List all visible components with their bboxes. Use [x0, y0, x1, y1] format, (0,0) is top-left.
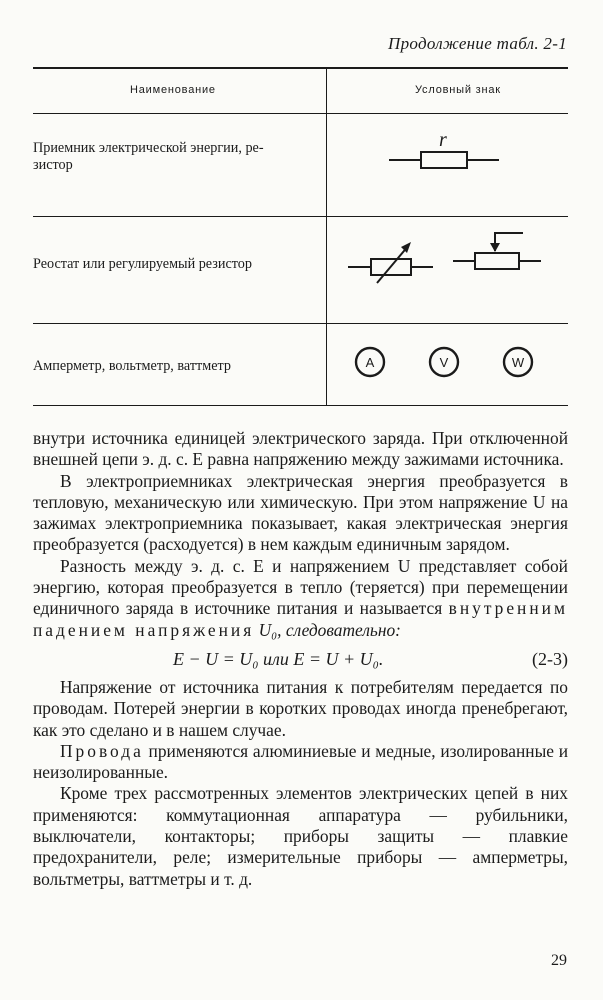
paragraph: Напряжение от источника питания к потребителям передается по проводам. Потерей энергии в коротких проводах иногда пренебрегают, как это сделано и в нашем случае.: [33, 676, 568, 740]
table-header-rule: [33, 113, 568, 114]
page-number: 29: [551, 952, 567, 969]
voltmeter-symbol: [430, 348, 458, 376]
paragraph: Провода применяются алюминиевые и медные, изолированные и неизолированные.: [33, 740, 568, 783]
wattmeter-symbol: [504, 348, 532, 376]
meter-symbols: [352, 342, 542, 382]
table-top-rule: [33, 67, 568, 69]
spaced-term: внутренним падением напряжения: [33, 598, 568, 640]
table-row-rule: [33, 216, 568, 217]
paragraph: В электроприемниках электрическая энергия преобразуется в тепловую, механическую или химическую. При этом напряжение U на зажимах электроприемника показывает, какая электрическая энергия преобразуется (расходуется) в нем каждым единичным зарядом.: [33, 470, 568, 555]
formula-row: [33, 643, 568, 677]
table-column-divider: [326, 67, 327, 405]
table-bottom-rule: [33, 405, 568, 406]
column-header-name: Наименование: [130, 84, 216, 96]
rheostat-symbols: [345, 225, 545, 295]
column-header-symbol: Условный знак: [415, 84, 501, 96]
ammeter-symbol: [356, 348, 384, 376]
wattmeter-letter: W: [511, 355, 525, 370]
paragraph: Разность между э. д. с. E и напряжением U представляет собой энергию, которая преобразуется в тепло (теряется) при перемещении единичного заряда в источнике питания и называется внутренним падением напряжения U₀, следовательно:: [33, 555, 568, 640]
ammeter-letter: A: [365, 355, 375, 370]
table-row-name: Реостат или регулируемый резистор: [33, 256, 252, 272]
table-row-name: Амперметр, вольтметр, ваттметр: [33, 358, 231, 374]
formula: E − U = U₀ или E = U + U₀.: [173, 649, 384, 670]
spaced-term: Провода: [60, 740, 144, 761]
table-continuation-title: Продолжение табл. 2-1: [388, 34, 567, 53]
resistor-symbol: [385, 128, 505, 178]
formula-number: (2-3): [532, 649, 568, 670]
voltmeter-letter: V: [439, 355, 449, 370]
table-row-name: Приемник электрической энергии, ре- зистор: [33, 140, 264, 173]
body-text: [33, 428, 568, 890]
paragraph: внутри источника единицей электрического заряда. При отключенной внешней цепи э. д. с. E равна напряжению между зажимами источника.: [33, 428, 568, 470]
paragraph: Кроме трех рассмотренных элементов электрических цепей в них применяются: коммутационная аппаратура — рубильники, выключатели, контакторы; приборы защиты — плавкие предохранители, реле; измерительные приборы — амперметры, вольтметры, ваттметры и т. д.: [33, 783, 568, 889]
resistor-label: r: [439, 129, 447, 151]
table-row-rule: [33, 323, 568, 324]
